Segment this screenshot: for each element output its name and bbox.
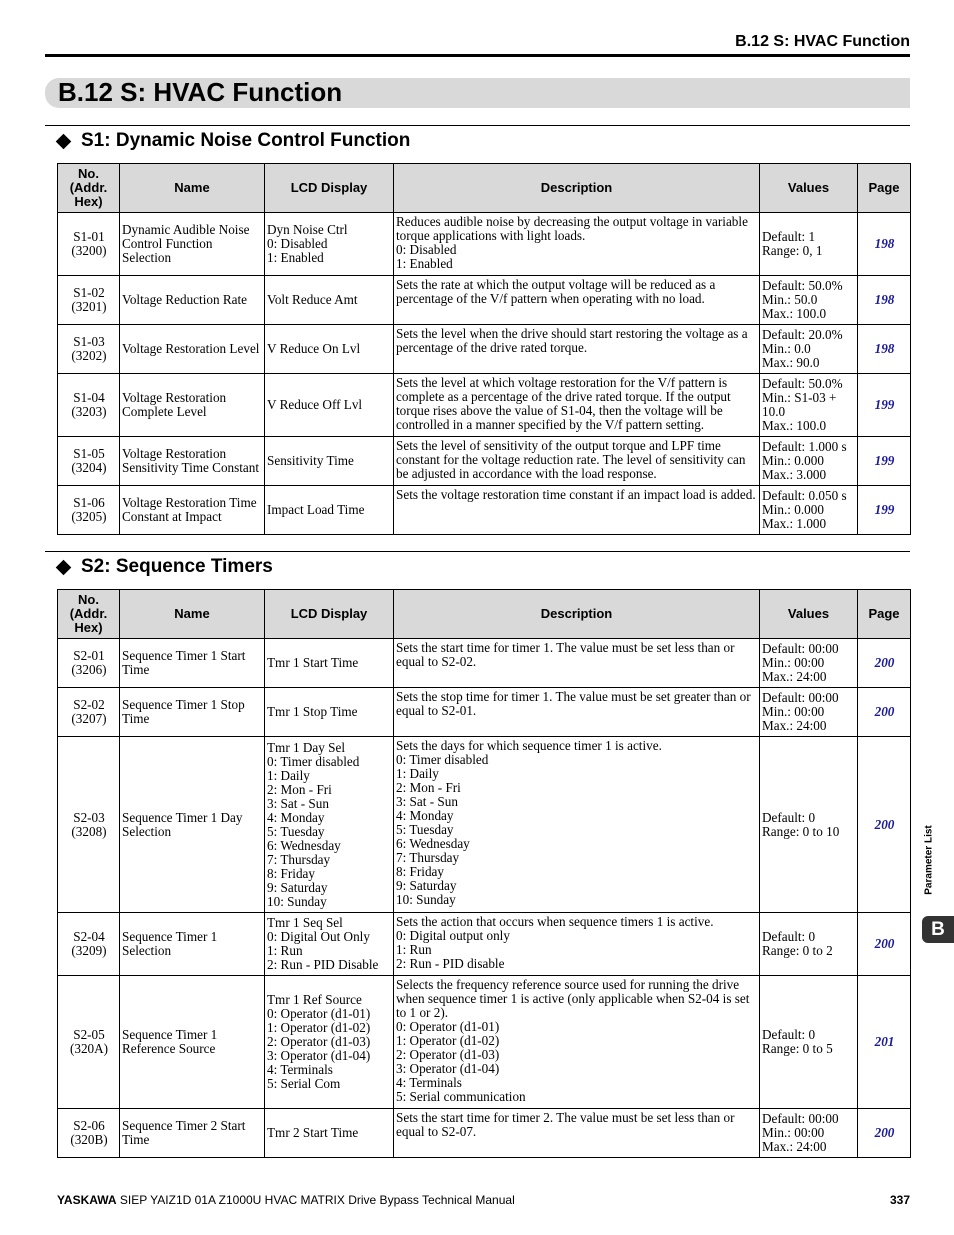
param-number: S1-01 (3200): [58, 213, 120, 276]
diamond-bullet-icon: [56, 559, 72, 575]
lcd-display: Tmr 1 Day Sel 0: Timer disabled 1: Daily 2: Mon - Fri 3: Sat - Sun 4: Monday 5: Tuesday 6: Wednesday 7: Thursday 8: Friday 9: Saturday 10: Sunday: [265, 737, 394, 913]
page-link[interactable]: 198: [858, 213, 911, 276]
param-values: Default: 1.000 s Min.: 0.000 Max.: 3.000: [760, 437, 858, 486]
lcd-display: Tmr 1 Stop Time: [265, 688, 394, 737]
param-values: Default: 0 Range: 0 to 10: [760, 737, 858, 913]
param-name: Sequence Timer 1 Reference Source: [120, 976, 265, 1109]
page-link[interactable]: 200: [858, 1109, 911, 1158]
col-header-values: Values: [760, 164, 858, 213]
table-row: [58, 976, 911, 1109]
param-values: Default: 0 Range: 0 to 5: [760, 976, 858, 1109]
param-name: Sequence Timer 1 Selection: [120, 913, 265, 976]
param-number: S2-01 (3206): [58, 639, 120, 688]
param-values: Default: 00:00 Min.: 00:00 Max.: 24:00: [760, 639, 858, 688]
table-row: [58, 1109, 911, 1158]
param-values: Default: 20.0% Min.: 0.0 Max.: 90.0: [760, 325, 858, 374]
lcd-display: Tmr 1 Seq Sel 0: Digital Out Only 1: Run 2: Run - PID Disable: [265, 913, 394, 976]
parameter-table-s2: [57, 589, 911, 1158]
page-link[interactable]: 198: [858, 276, 911, 325]
param-description: Sets the start time for timer 2. The value must be set less than or equal to S2-07.: [394, 1109, 760, 1158]
param-number: S2-02 (3207): [58, 688, 120, 737]
table-row: [58, 737, 911, 913]
table-row: [58, 486, 911, 535]
table-header-row: [58, 590, 911, 639]
page-link[interactable]: 200: [858, 688, 911, 737]
param-values: Default: 50.0% Min.: 50.0 Max.: 100.0: [760, 276, 858, 325]
param-values: Default: 0.050 s Min.: 0.000 Max.: 1.000: [760, 486, 858, 535]
col-header-no: No. (Addr. Hex): [58, 164, 120, 213]
lcd-display: Impact Load Time: [265, 486, 394, 535]
page-title-banner: [45, 78, 910, 108]
col-header-no: No. (Addr. Hex): [58, 590, 120, 639]
table-row: [58, 688, 911, 737]
param-description: Sets the voltage restoration time constant if an impact load is added.: [394, 486, 760, 535]
footer: [57, 1193, 515, 1207]
param-description: Sets the level at which voltage restoration for the V/f pattern is complete as a percentage of the drive rated torque. If the output torque rises above the value of S1-04, then the voltage will be controlled in a manner specified by the V/f pattern setting.: [394, 374, 760, 437]
table-header-row: [58, 164, 911, 213]
param-description: Sets the level of sensitivity of the output torque and LPF time constant for the voltage reduction rate. The level of sensitivity can be adjusted in accordance with the load response.: [394, 437, 760, 486]
col-header-lcd: LCD Display: [265, 164, 394, 213]
lcd-display: Volt Reduce Amt: [265, 276, 394, 325]
lcd-display: Sensitivity Time: [265, 437, 394, 486]
section-rule: [45, 125, 910, 126]
param-description: Sets the action that occurs when sequence timers 1 is active. 0: Digital output only 1: Run 2: Run - PID disable: [394, 913, 760, 976]
lcd-display: Tmr 2 Start Time: [265, 1109, 394, 1158]
table-row: [58, 913, 911, 976]
param-name: Sequence Timer 1 Stop Time: [120, 688, 265, 737]
col-header-values: Values: [760, 590, 858, 639]
param-description: Sets the start time for timer 1. The value must be set less than or equal to S2-02.: [394, 639, 760, 688]
side-tab-text: Parameter List: [923, 825, 935, 895]
section-heading-s1: [55, 130, 410, 152]
param-number: S1-05 (3204): [58, 437, 120, 486]
param-number: S2-06 (320B): [58, 1109, 120, 1158]
lcd-display: V Reduce On Lvl: [265, 325, 394, 374]
table-row: [58, 437, 911, 486]
table-row: [58, 325, 911, 374]
diamond-bullet-icon: [56, 133, 72, 149]
col-header-lcd: LCD Display: [265, 590, 394, 639]
param-name: Voltage Restoration Level: [120, 325, 265, 374]
param-name: Voltage Restoration Complete Level: [120, 374, 265, 437]
parameter-table-s1: [57, 163, 911, 535]
page-link[interactable]: 201: [858, 976, 911, 1109]
param-values: Default: 1 Range: 0, 1: [760, 213, 858, 276]
param-number: S2-04 (3209): [58, 913, 120, 976]
param-description: Sets the days for which sequence timer 1 is active. 0: Timer disabled 1: Daily 2: Mon - Fri 3: Sat - Sun 4: Monday 5: Tuesday 6: Wednesday 7: Thursday 8: Friday 9: Saturday 10: Sunday: [394, 737, 760, 913]
col-header-name: Name: [120, 164, 265, 213]
page-link[interactable]: 200: [858, 639, 911, 688]
page-title: B.12 S: HVAC Function: [58, 77, 343, 107]
param-values: Default: 00:00 Min.: 00:00 Max.: 24:00: [760, 688, 858, 737]
param-name: Voltage Restoration Sensitivity Time Constant: [120, 437, 265, 486]
section-rule: [45, 551, 910, 552]
param-description: Sets the stop time for timer 1. The value must be set greater than or equal to S2-01.: [394, 688, 760, 737]
param-number: S1-06 (3205): [58, 486, 120, 535]
param-number: S2-03 (3208): [58, 737, 120, 913]
param-values: Default: 50.0% Min.: S1-03 + 10.0 Max.: 100.0: [760, 374, 858, 437]
lcd-display: Tmr 1 Ref Source 0: Operator (d1-01) 1: Operator (d1-02) 2: Operator (d1-03) 3: Operator (d1-04) 4: Terminals 5: Serial Com: [265, 976, 394, 1109]
footer-manual-title: SIEP YAIZ1D 01A Z1000U HVAC MATRIX Drive Bypass Technical Manual: [116, 1193, 515, 1207]
col-header-page: Page: [858, 164, 911, 213]
table-row: [58, 276, 911, 325]
header-rule: [45, 54, 910, 57]
table-row: [58, 213, 911, 276]
lcd-display: Tmr 1 Start Time: [265, 639, 394, 688]
param-name: Sequence Timer 1 Start Time: [120, 639, 265, 688]
page-link[interactable]: 198: [858, 325, 911, 374]
param-name: Voltage Reduction Rate: [120, 276, 265, 325]
param-name: Sequence Timer 2 Start Time: [120, 1109, 265, 1158]
page-link[interactable]: 200: [858, 913, 911, 976]
param-description: Sets the level when the drive should start restoring the voltage as a percentage of the drive rated torque.: [394, 325, 760, 374]
col-header-page: Page: [858, 590, 911, 639]
param-description: Reduces audible noise by decreasing the output voltage in variable torque applications with light loads. 0: Disabled 1: Enabled: [394, 213, 760, 276]
page-link[interactable]: 200: [858, 737, 911, 913]
section-heading-s2: [55, 556, 273, 578]
param-name: Sequence Timer 1 Day Selection: [120, 737, 265, 913]
running-header: B.12 S: HVAC Function: [735, 33, 910, 50]
page-number: 337: [889, 1193, 910, 1207]
param-name: Dynamic Audible Noise Control Function Selection: [120, 213, 265, 276]
param-values: Default: 0 Range: 0 to 2: [760, 913, 858, 976]
footer-brand: YASKAWA: [57, 1193, 117, 1207]
lcd-display: Dyn Noise Ctrl 0: Disabled 1: Enabled: [265, 213, 394, 276]
col-header-description: Description: [394, 590, 760, 639]
section-title: S1: Dynamic Noise Control Function: [81, 130, 411, 151]
param-description: Sets the rate at which the output voltage will be reduced as a percentage of the V/f pattern when operating with no load.: [394, 276, 760, 325]
lcd-display: V Reduce Off Lvl: [265, 374, 394, 437]
col-header-description: Description: [394, 164, 760, 213]
param-number: S1-02 (3201): [58, 276, 120, 325]
col-header-name: Name: [120, 590, 265, 639]
table-row: [58, 374, 911, 437]
page-link[interactable]: 199: [858, 437, 911, 486]
param-number: S1-03 (3202): [58, 325, 120, 374]
param-description: Selects the frequency reference source used for running the drive when sequence timer 1 is active (only applicable when S2-04 is set to 1 or 2). 0: Operator (d1-01) 1: Operator (d1-02) 2: Operator (d1-03) 3: Operator (d1-04) 4: Terminals 5: Serial communication: [394, 976, 760, 1109]
page-link[interactable]: 199: [858, 486, 911, 535]
page-link[interactable]: 199: [858, 374, 911, 437]
param-values: Default: 00:00 Min.: 00:00 Max.: 24:00: [760, 1109, 858, 1158]
side-tab-letter[interactable]: B: [922, 916, 954, 943]
table-row: [58, 639, 911, 688]
param-number: S1-04 (3203): [58, 374, 120, 437]
section-title: S2: Sequence Timers: [81, 556, 273, 577]
side-tab-label: [921, 820, 937, 900]
param-name: Voltage Restoration Time Constant at Impact: [120, 486, 265, 535]
param-number: S2-05 (320A): [58, 976, 120, 1109]
